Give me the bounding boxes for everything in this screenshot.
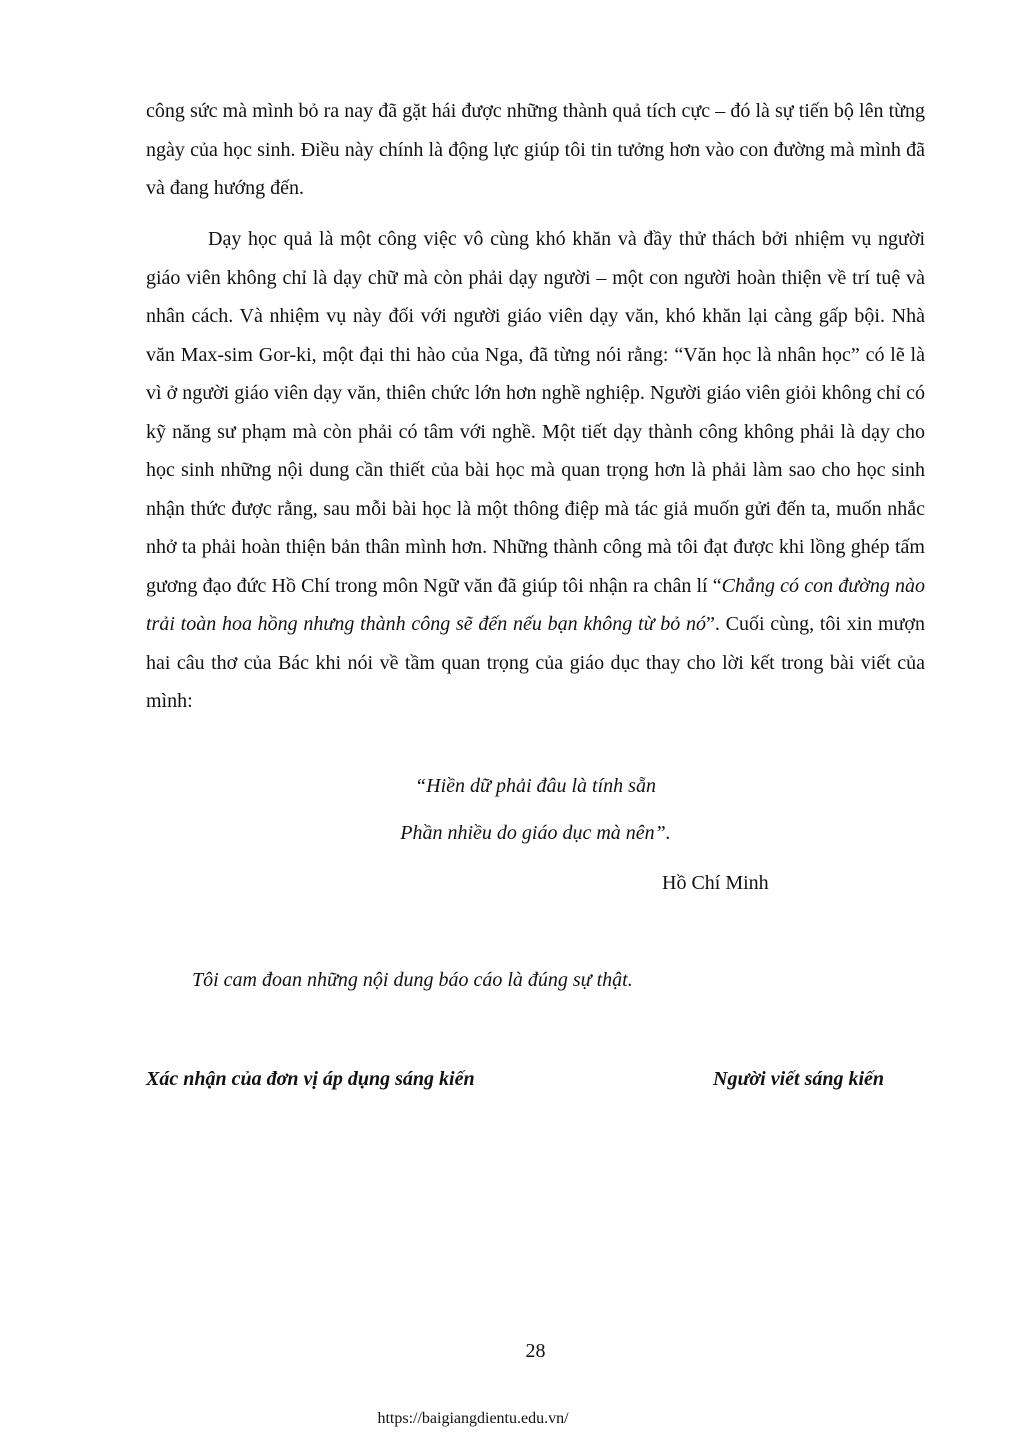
poem-author: Hồ Chí Minh xyxy=(662,872,769,894)
poem-line-1: “Hiền dữ phải đâu là tính sẵn xyxy=(415,775,656,797)
paragraph-2-tail: ”. Cuối cùng, tôi xin mượn hai câu thơ của Bác khi nói về tầm quan trọng của giáo dục thay cho lời kết trong bài viết của mình: xyxy=(146,613,925,712)
paragraph-2 xyxy=(146,220,925,721)
signature-author-label: Người viết sáng kiến xyxy=(713,1068,885,1090)
page-number: 28 xyxy=(525,1340,546,1362)
paragraph-1: công sức mà mình bỏ ra nay đã gặt hái được những thành quả tích cực – đó là sự tiến bộ lên từng ngày của học sinh. Điều này chính là động lực giúp tôi tin tưởng hơn vào con đường mà mình đã và đang hướng đến. xyxy=(146,100,925,199)
poem-line-2: Phần nhiều do giáo dục mà nên”. xyxy=(400,822,671,844)
paragraph-2-text: Dạy học quả là một công việc vô cùng khó khăn và đầy thử thách bởi nhiệm vụ người giáo viên không chỉ là dạy chữ mà còn phải dạy người – một con người hoàn thiện về trí tuệ và nhân cách. Và nhiệm vụ này đối với người giáo viên dạy văn, khó khăn lại càng gấp bội. Nhà văn Max-sim Gor-ki, một đại thi hào của Nga, đã từng nói rằng: “Văn học là nhân học” có lẽ là vì ở người giáo viên dạy văn, thiên chức lớn hơn nghề nghiệp. Người giáo viên giỏi không chỉ có kỹ năng sư phạm mà còn phải có tâm với nghề. Một tiết dạy thành công không phải là dạy cho học sinh những nội dung cần thiết của bài học mà quan trọng hơn là phải làm sao cho học sinh nhận thức được rằng, sau mỗi bài học là một thông điệp mà tác giả muốn gửi đến ta, muốn nhắc nhở ta phải hoàn thiện bản thân mình hơn. Những thành công mà tôi đạt được khi lồng ghép tấm gương đạo đức Hồ Chí trong môn Ngữ văn đã giúp tôi nhận ra chân lí “ xyxy=(146,228,925,597)
pledge-statement: Tôi cam đoan những nội dung báo cáo là đúng sự thật. xyxy=(192,969,633,991)
footer-url: https://baigiangdientu.edu.vn/ xyxy=(377,1410,569,1427)
signature-unit-label: Xác nhận của đơn vị áp dụng sáng kiến xyxy=(146,1068,475,1090)
paragraph-2-quote: Chẳng có con đường nào trải toàn hoa hồng nhưng thành công sẽ đến nếu bạn không từ bỏ nó xyxy=(146,574,925,635)
